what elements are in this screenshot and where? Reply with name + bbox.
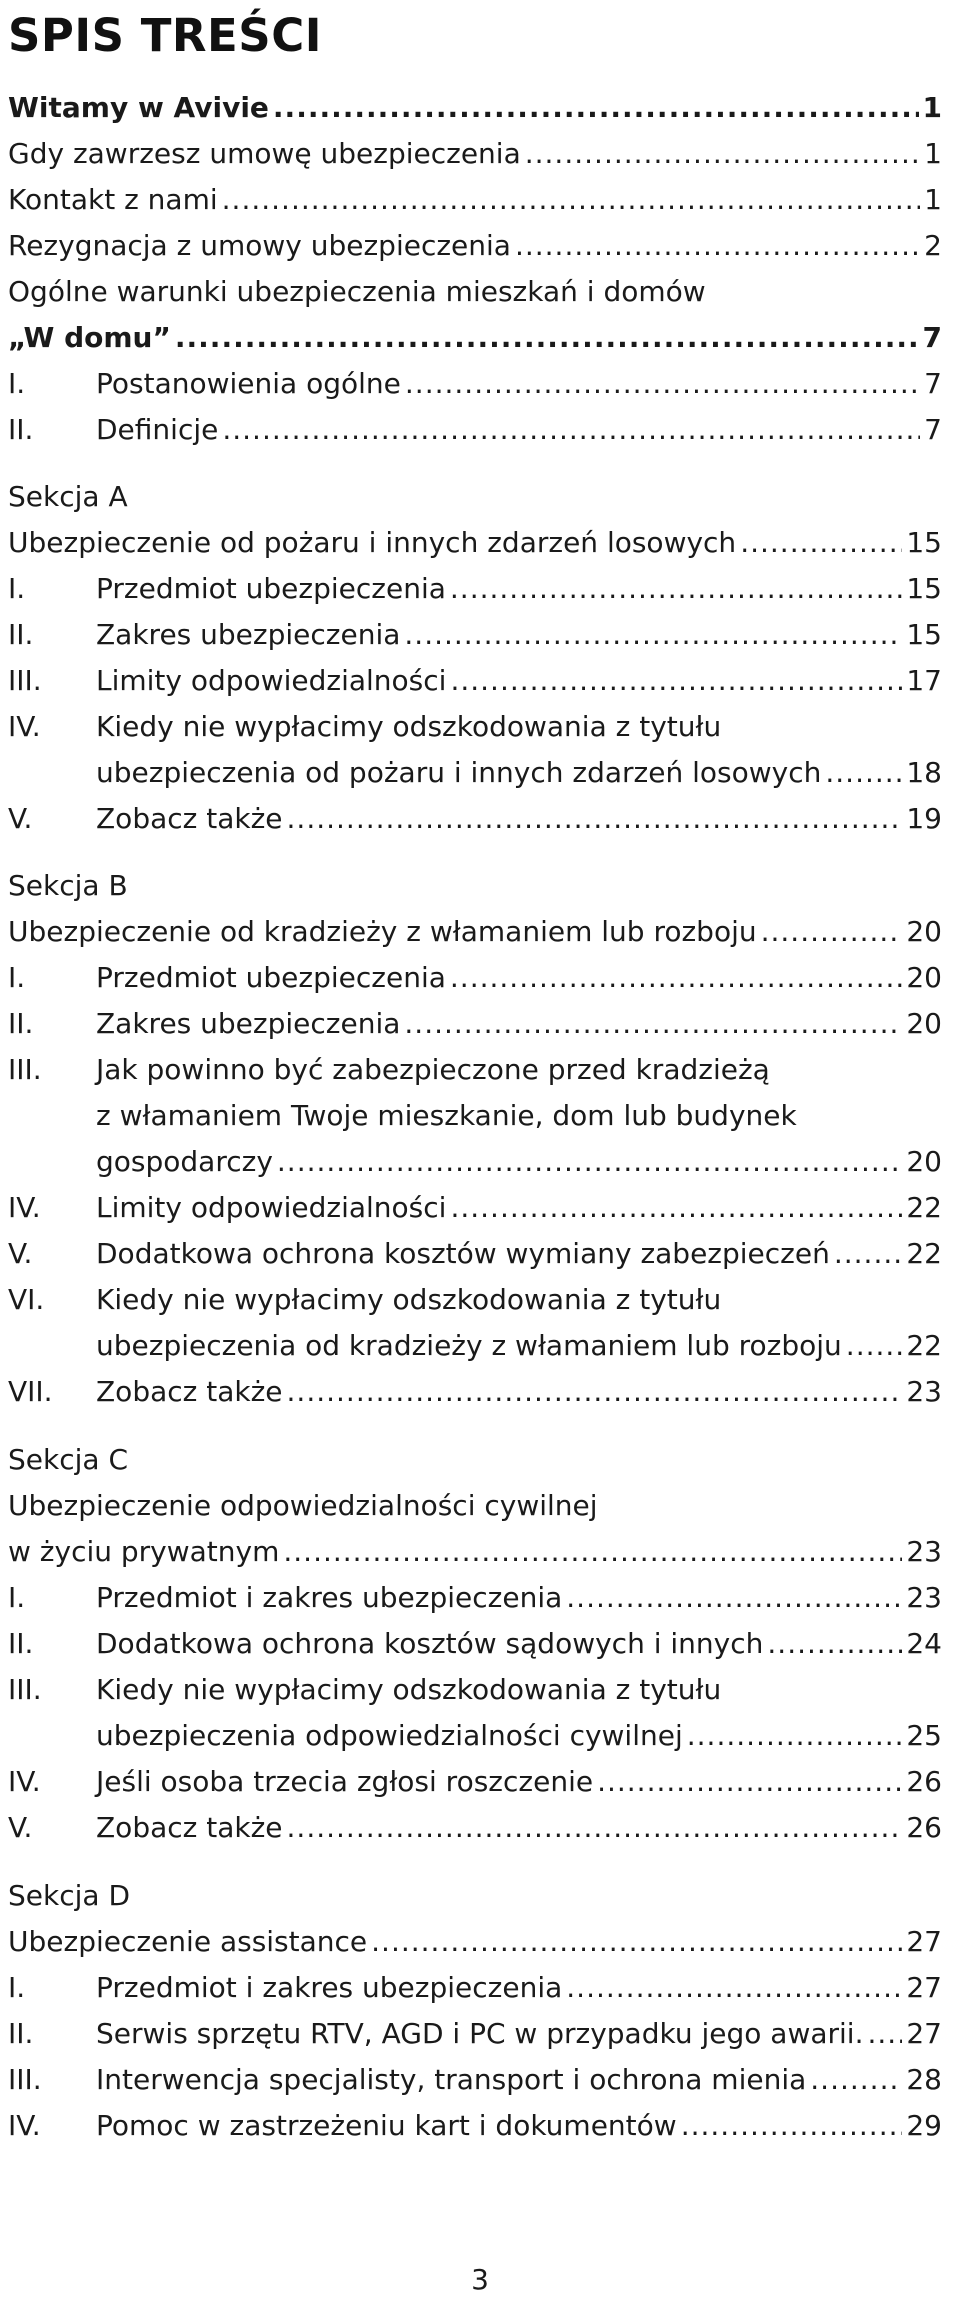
leader-dots	[740, 523, 902, 563]
entry-page: 15	[906, 618, 942, 651]
toc-entry[interactable]	[8, 2014, 942, 2054]
entry-label: Dodatkowa ochrona kosztów sądowych i innych	[96, 1627, 764, 1660]
entry-page: 7	[922, 321, 942, 354]
section-heading: Sekcja C	[8, 1443, 128, 1476]
entry-number: IV.	[8, 1191, 41, 1224]
entry-number: I.	[8, 1971, 26, 2004]
entry-label: Ubezpieczenie od kradzieży z włamaniem lub rozboju	[8, 915, 757, 948]
toc-entry[interactable]	[8, 1578, 942, 1618]
entry-page: 15	[906, 526, 942, 559]
leader-dots	[515, 226, 920, 266]
entry-label: Przedmiot i zakres ubezpieczenia	[96, 1581, 563, 1614]
section-heading: Sekcja D	[8, 1879, 131, 1912]
entry-label: „W domu”	[8, 321, 171, 354]
entry-number: I.	[8, 367, 26, 400]
leader-dots	[681, 2106, 903, 2146]
leader-dots	[371, 1922, 902, 1962]
entry-label: ubezpieczenia od pożaru i innych zdarzeń losowych	[96, 756, 822, 789]
entry-page: 27	[906, 1971, 942, 2004]
entry-line: Ubezpieczenie odpowiedzialności cywilnej	[8, 1489, 598, 1522]
leader-dots	[846, 1326, 903, 1366]
leader-dots	[287, 799, 903, 839]
entry-number: II.	[8, 413, 34, 446]
leader-dots	[761, 912, 903, 952]
entry-label: Zobacz także	[96, 1811, 283, 1844]
entry-page: 7	[924, 413, 942, 446]
leader-dots	[867, 2014, 902, 2054]
leader-dots	[767, 1624, 902, 1664]
leader-dots	[566, 1578, 902, 1618]
leader-dots	[450, 1188, 902, 1228]
leader-dots	[273, 88, 919, 128]
entry-page: 20	[906, 1007, 942, 1040]
entry-page: 22	[906, 1329, 942, 1362]
entry-page: 23	[906, 1375, 942, 1408]
entry-page: 18	[906, 756, 942, 789]
toc-entry[interactable]	[8, 1922, 942, 1962]
section-heading: Sekcja A	[8, 480, 128, 513]
toc-entry[interactable]	[8, 753, 942, 793]
entry-page: 20	[906, 915, 942, 948]
toc-entry-line2	[8, 1096, 942, 1136]
entry-line: z włamaniem Twoje mieszkanie, dom lub budynek	[96, 1099, 797, 1132]
toc-entry[interactable]	[8, 180, 942, 220]
toc-entry[interactable]	[8, 318, 942, 358]
entry-page: 1	[924, 137, 942, 170]
entry-page: 22	[906, 1237, 942, 1270]
leader-dots	[825, 753, 902, 793]
entry-number: I.	[8, 572, 26, 605]
entry-number: VII.	[8, 1375, 53, 1408]
entry-line: Kiedy nie wypłacimy odszkodowania z tytułu	[96, 1673, 722, 1706]
toc-entry[interactable]	[8, 134, 942, 174]
entry-label: Limity odpowiedzialności	[96, 1191, 447, 1224]
entry-page: 27	[906, 1925, 942, 1958]
entry-line: Jak powinno być zabezpieczone przed kradzieżą	[96, 1053, 770, 1086]
toc-entry[interactable]	[8, 523, 942, 563]
entry-page: 20	[906, 1145, 942, 1178]
entry-number: V.	[8, 1237, 33, 1270]
entry-label: Limity odpowiedzialności	[96, 664, 447, 697]
leader-dots	[450, 569, 902, 609]
entry-label: Kontakt z nami	[8, 183, 218, 216]
toc-entry[interactable]	[8, 569, 942, 609]
toc-entry[interactable]	[8, 2060, 942, 2100]
leader-dots	[566, 1968, 902, 2008]
entry-page: 29	[906, 2109, 942, 2142]
entry-number: II.	[8, 2017, 34, 2050]
entry-label: Dodatkowa ochrona kosztów wymiany zabezpieczeń	[96, 1237, 830, 1270]
leader-dots	[287, 1808, 903, 1848]
entry-page: 24	[906, 1627, 942, 1660]
entry-number: II.	[8, 1007, 34, 1040]
entry-page: 1	[922, 91, 942, 124]
toc-entry[interactable]	[8, 1326, 942, 1366]
leader-dots	[222, 180, 921, 220]
entry-label: Rezygnacja z umowy ubezpieczenia	[8, 229, 511, 262]
entry-line: Kiedy nie wypłacimy odszkodowania z tytułu	[96, 1283, 722, 1316]
section-heading: Sekcja B	[8, 869, 128, 902]
entry-label: Jeśli osoba trzecia zgłosi roszczenie	[96, 1765, 594, 1798]
entry-page: 23	[906, 1581, 942, 1614]
leader-dots	[687, 1716, 903, 1756]
entry-number: III.	[8, 664, 42, 697]
toc-entry-line1	[8, 1280, 942, 1320]
leader-dots	[287, 1372, 903, 1412]
entry-page: 7	[924, 367, 942, 400]
entry-number: I.	[8, 961, 26, 994]
toc-entry[interactable]	[8, 615, 942, 655]
entry-label: Przedmiot ubezpieczenia	[96, 961, 446, 994]
toc-entry[interactable]	[8, 1532, 942, 1572]
leader-dots	[525, 134, 920, 174]
leader-dots	[405, 364, 920, 404]
entry-page: 19	[906, 802, 942, 835]
entry-number: IV.	[8, 1765, 41, 1798]
entry-page: 26	[906, 1765, 942, 1798]
entry-label: Postanowienia ogólne	[96, 367, 401, 400]
entry-label: ubezpieczenia odpowiedzialności cywilnej	[96, 1719, 683, 1752]
toc-entry-line1	[8, 1670, 942, 1710]
page-number: 3	[471, 2263, 489, 2296]
entry-number: III.	[8, 2063, 42, 2096]
entry-page: 26	[906, 1811, 942, 1844]
toc-entry[interactable]	[8, 1004, 942, 1044]
entry-page: 17	[906, 664, 942, 697]
leader-dots	[404, 1004, 902, 1044]
toc-entry[interactable]	[8, 1968, 942, 2008]
entry-label: Ubezpieczenie od pożaru i innych zdarzeń losowych	[8, 526, 737, 559]
entry-label: Zobacz także	[96, 1375, 283, 1408]
entry-label: Zakres ubezpieczenia	[96, 1007, 401, 1040]
entry-label: Przedmiot i zakres ubezpieczenia	[96, 1971, 563, 2004]
leader-dots	[404, 615, 902, 655]
toc-entry[interactable]	[8, 1762, 942, 1802]
entry-page: 15	[906, 572, 942, 605]
entry-label: Gdy zawrzesz umowę ubezpieczenia	[8, 137, 521, 170]
entry-label: w życiu prywatnym	[8, 1535, 280, 1568]
leader-dots	[450, 661, 902, 701]
toc-entry[interactable]	[8, 1372, 942, 1412]
entry-number: II.	[8, 618, 34, 651]
leader-dots	[450, 958, 902, 998]
entry-number: VI.	[8, 1283, 45, 1316]
entry-line: Ogólne warunki ubezpieczenia mieszkań i domów	[8, 275, 706, 308]
toc-entry[interactable]	[8, 1142, 942, 1182]
entry-page: 23	[906, 1535, 942, 1568]
toc-entry[interactable]	[8, 364, 942, 404]
toc-entry[interactable]	[8, 1188, 942, 1228]
entry-page: 22	[906, 1191, 942, 1224]
entry-page: 20	[906, 961, 942, 994]
toc-entry[interactable]	[8, 661, 942, 701]
leader-dots	[834, 1234, 903, 1274]
entry-page: 2	[924, 229, 942, 262]
entry-number: V.	[8, 1811, 33, 1844]
toc-entry[interactable]	[8, 958, 942, 998]
toc-entry[interactable]	[8, 2106, 942, 2146]
entry-number: IV.	[8, 2109, 41, 2142]
toc-entry[interactable]	[8, 1624, 942, 1664]
leader-dots	[175, 318, 919, 358]
leader-dots	[283, 1532, 902, 1572]
entry-page: 28	[906, 2063, 942, 2096]
toc-entry[interactable]	[8, 410, 942, 450]
entry-number: III.	[8, 1673, 42, 1706]
toc-entry-line1	[8, 707, 942, 747]
toc-entry[interactable]	[8, 226, 942, 266]
entry-label: Zobacz także	[96, 802, 283, 835]
entry-line: Kiedy nie wypłacimy odszkodowania z tytułu	[96, 710, 722, 743]
entry-label: gospodarczy	[96, 1145, 273, 1178]
entry-number: II.	[8, 1627, 34, 1660]
entry-label: Przedmiot ubezpieczenia	[96, 572, 446, 605]
leader-dots	[810, 2060, 902, 2100]
entry-number: III.	[8, 1053, 42, 1086]
entry-label: Serwis sprzętu RTV, AGD i PC w przypadku jego awarii.	[96, 2017, 864, 2050]
entry-label: Definicje	[96, 413, 219, 446]
leader-dots	[277, 1142, 902, 1182]
entry-number: V.	[8, 802, 33, 835]
leader-dots	[222, 410, 920, 450]
toc-entry[interactable]	[8, 912, 942, 952]
entry-label: Ubezpieczenie assistance	[8, 1925, 368, 1958]
toc-entry-line1	[8, 1050, 942, 1090]
entry-number: IV.	[8, 710, 41, 743]
toc-entry[interactable]	[8, 1234, 942, 1274]
entry-label: Interwencja specjalisty, transport i ochrona mienia	[96, 2063, 807, 2096]
entry-label: Witamy w Avivie	[8, 91, 269, 124]
entry-page: 1	[924, 183, 942, 216]
toc-entry[interactable]	[8, 799, 942, 839]
page-title: SPIS TREŚCI	[8, 9, 322, 62]
entry-label: Zakres ubezpieczenia	[96, 618, 401, 651]
entry-page: 27	[906, 2017, 942, 2050]
entry-number: I.	[8, 1581, 26, 1614]
entry-label: ubezpieczenia od kradzieży z włamaniem lub rozboju	[96, 1329, 842, 1362]
toc-entry[interactable]	[8, 1716, 942, 1756]
leader-dots	[597, 1762, 902, 1802]
entry-page: 25	[906, 1719, 942, 1752]
toc-entry[interactable]	[8, 1808, 942, 1848]
toc-entry[interactable]	[8, 88, 942, 128]
entry-label: Pomoc w zastrzeżeniu kart i dokumentów	[96, 2109, 677, 2142]
